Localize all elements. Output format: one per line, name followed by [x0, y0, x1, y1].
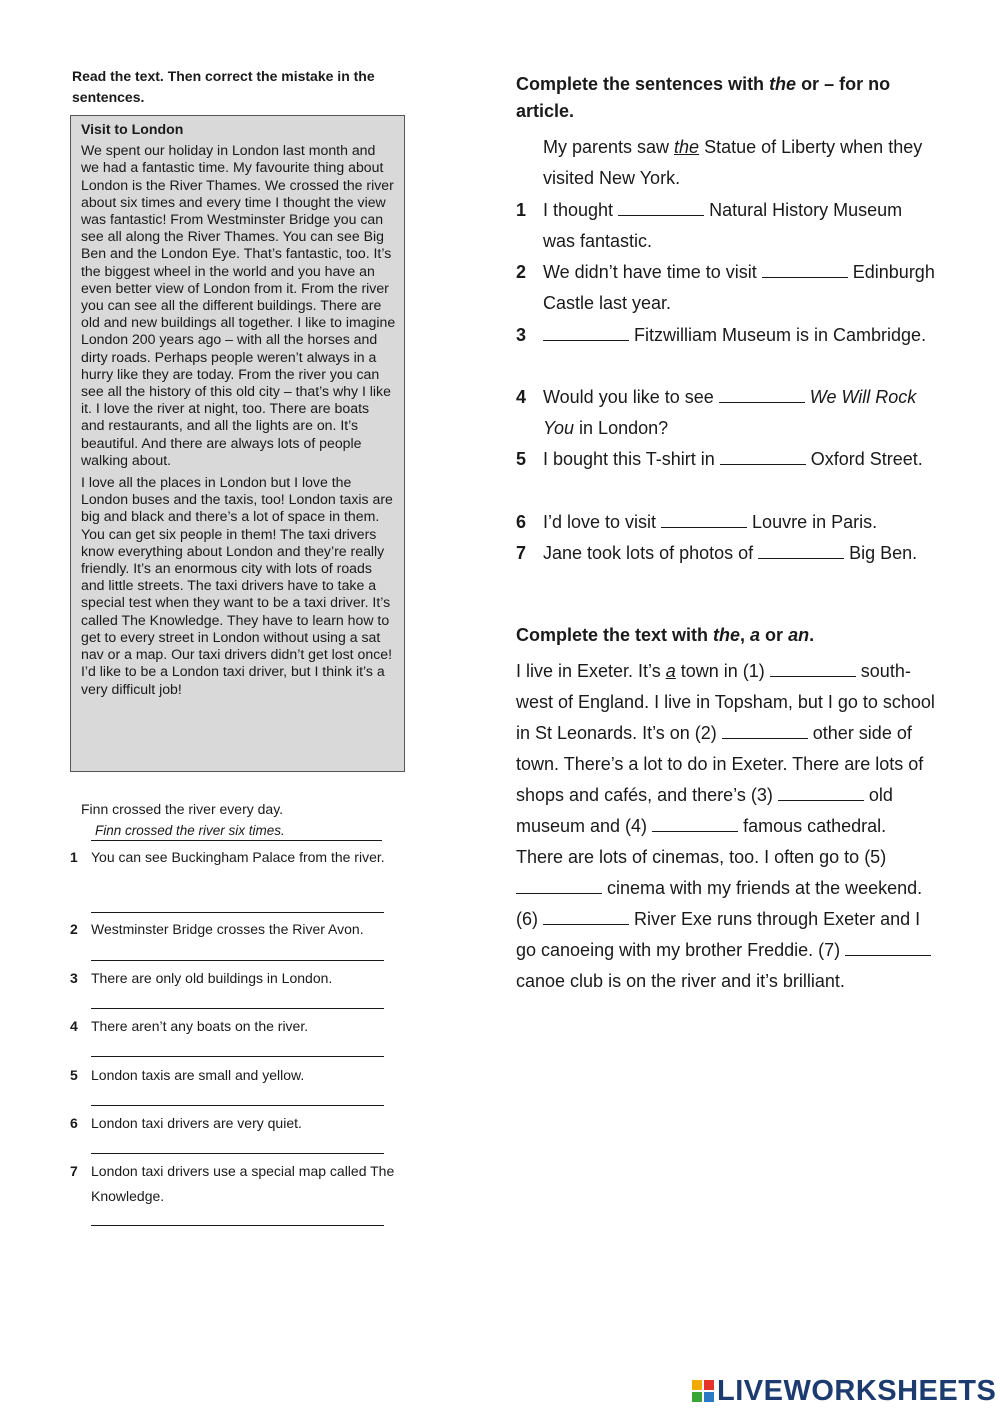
item-number: 6: [70, 1115, 78, 1131]
item-number: 7: [70, 1163, 78, 1179]
item-sentence: London taxi drivers are very quiet.: [91, 1115, 302, 1131]
reading-title: Visit to London: [81, 121, 184, 137]
correction-example-answer: Finn crossed the river six times.: [91, 822, 382, 841]
item-sentence: Jane took lots of photos of Big Ben.: [543, 543, 918, 563]
item-sentence: I’d love to visit Louvre in Paris.: [543, 512, 878, 532]
item-number: 3: [516, 325, 527, 345]
logo-square: [692, 1392, 702, 1402]
example-sentence: My parents saw the Statue of Liberty when they visited New York.: [543, 137, 923, 188]
answer-blank-2[interactable]: [722, 722, 808, 739]
answer-blank[interactable]: [758, 542, 844, 559]
item-sentence: Westminster Bridge crosses the River Avon.: [91, 921, 364, 937]
logo-icon: [692, 1380, 714, 1402]
item-number: 1: [70, 849, 78, 865]
reading-paragraph-2: I love all the places in London but I love the London buses and the taxis, too! London taxis are big and black and there’s a lot of space in them. You can get six people in them! The taxi drivers know everything about London and they’re really friendly. It’s an enormous city with lots of roads and little streets. The taxi drivers have to take a special test when they want to be a taxi driver. It’s called The Knowledge. They have to learn how to get to every street in London without using a sat nav or a map. Our taxi drivers didn’t get lost once! I’d like to be a London taxi driver, but I think it’s a very difficult job!: [81, 474, 393, 697]
answer-blank-4[interactable]: [652, 815, 738, 832]
answer-line[interactable]: [91, 1153, 384, 1154]
answer-blank-1[interactable]: [770, 660, 856, 677]
item-number: 2: [70, 921, 78, 937]
reading-paragraph-1: We spent our holiday in London last month and we had a fantastic time. My favourite thing about London is the River Thames. We crossed the river about six times and every time I thought the view was fantastic! From Westminster Bridge you can see all along the River Thames. You can see Big Ben and the London Eye. That’s fantastic, too. It’s the biggest wheel in the world and you have an even better view of London from it. From the river you can see all the different buildings. There are old and new buildings all together. I like to imagine London 200 years ago – with all the horses and dirty roads. Perhaps people weren’t always in a hurry like they are today. From the river you can see all the history of this old city – that’s why I like it. I love the river at night, too. There are boats and restaurants, and all the lights are on. It’s beautiful. And there are always lots of people walking about.: [81, 142, 396, 468]
item-number: 3: [70, 970, 78, 986]
item-number: 6: [516, 512, 527, 532]
item-sentence: London taxi drivers use a special map called The Knowledge.: [91, 1163, 395, 1204]
answer-line[interactable]: [91, 912, 384, 913]
liveworksheets-logo: [692, 1375, 996, 1407]
item-number: 5: [70, 1067, 78, 1083]
answer-blank-7[interactable]: [845, 939, 931, 956]
logo-square: [704, 1380, 714, 1390]
item-sentence: There are only old buildings in London.: [91, 970, 333, 986]
answer-blank[interactable]: [543, 324, 629, 341]
item-sentence: There aren’t any boats on the river.: [91, 1018, 309, 1034]
item-sentence: We didn’t have time to visit Edinburgh Castle last year.: [543, 262, 935, 313]
answer-line[interactable]: [91, 960, 384, 961]
item-number: 5: [516, 449, 527, 469]
answer-blank[interactable]: [762, 261, 848, 278]
answer-blank-6[interactable]: [543, 908, 629, 925]
answer-blank-3[interactable]: [778, 784, 864, 801]
answer-line[interactable]: [91, 1225, 384, 1226]
example-answer: the: [674, 137, 700, 157]
item-number: 4: [70, 1018, 78, 1034]
answer-blank[interactable]: [719, 386, 805, 403]
item-sentence: I bought this T-shirt in Oxford Street.: [543, 449, 923, 469]
item-number: 1: [516, 200, 527, 220]
item-number: 2: [516, 262, 527, 282]
item-number: 7: [516, 543, 527, 563]
logo-text: LIVEWORKSHEETS: [717, 1375, 997, 1407]
text-exercise-heading: Complete the text with the, a or an.: [516, 625, 815, 645]
item-number: 4: [516, 387, 527, 407]
item-sentence: Would you like to see We Will Rock You in London?: [543, 387, 917, 438]
item-sentence: Fitzwilliam Museum is in Cambridge.: [543, 320, 938, 351]
logo-square: [704, 1392, 714, 1402]
example-answer: a: [665, 661, 676, 681]
answer-line[interactable]: [91, 1105, 384, 1106]
item-sentence: I thought Natural History Museum was fantastic.: [543, 200, 903, 251]
answer-blank[interactable]: [618, 199, 704, 216]
logo-square: [692, 1380, 702, 1390]
answer-line[interactable]: [91, 1056, 384, 1057]
answer-line[interactable]: [91, 1008, 384, 1009]
reading-text-box: [70, 115, 405, 772]
answer-blank[interactable]: [720, 448, 806, 465]
articles-heading: Complete the sentences with the or – for no article.: [516, 74, 891, 121]
item-sentence: You can see Buckingham Palace from the river.: [91, 849, 385, 865]
gap-fill-text: I live in Exeter. It’s a town in (1) south-west of England. I live in Topsham, but I go to school in St Leonards. It’s on (2) other side of town. There’s a lot to do in Exeter. There are lots of shops and cafés, and there’s (3) old museum and (4) famous cathedral. There are lots of cinemas, too. I often go to (5) cinema with my friends at the weekend. (6) River Exe runs through Exeter and I go canoeing with my brother Freddie. (7) canoe club is on the river and it’s brilliant.: [516, 661, 935, 991]
correction-example-sentence: Finn crossed the river every day.: [81, 801, 284, 817]
answer-blank[interactable]: [661, 511, 747, 528]
answer-blank-5[interactable]: [516, 877, 602, 894]
reading-instruction: Read the text. Then correct the mistake in the sentences.: [72, 68, 375, 105]
item-sentence: London taxis are small and yellow.: [91, 1067, 305, 1083]
